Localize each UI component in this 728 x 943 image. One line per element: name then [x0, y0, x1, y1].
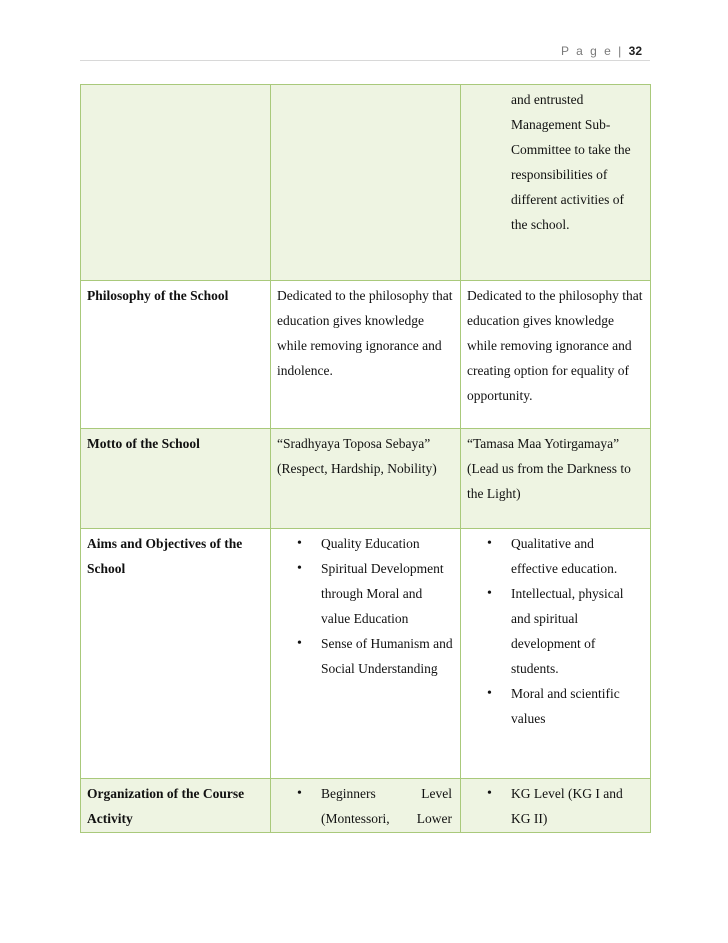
table-cell: “Tamasa Maa Yotirgamaya” (Lead us from the Darkness to the Light): [461, 429, 651, 529]
word: Lower: [416, 811, 452, 826]
text-line: and entrusted: [511, 92, 584, 107]
list-item: • KG Level (KG I and KG II): [511, 781, 644, 831]
header-rule: [80, 60, 650, 61]
word: Level: [421, 786, 452, 801]
bullet-list: [277, 781, 454, 831]
table-cell: [461, 779, 651, 833]
justified-line: [321, 806, 454, 831]
table-row: [81, 529, 651, 779]
word: • Beginners: [321, 786, 376, 801]
list-item: • Moral and scientific values: [511, 681, 644, 731]
table-row: [81, 779, 651, 833]
word: (Montessori,: [321, 811, 390, 826]
school-comparison-table: [80, 84, 651, 833]
text-line: “Sradhyaya Toposa Sebaya”: [277, 436, 431, 451]
bullet-list: [277, 531, 454, 681]
row-label: Aims and Objectives of the School: [81, 529, 271, 779]
text-line: Management Sub-: [511, 117, 611, 132]
table-cell: [271, 85, 461, 281]
list-item: • Qualitative and effective education.: [511, 531, 644, 581]
row-label: Motto of the School: [81, 429, 271, 529]
list-item: [321, 781, 454, 831]
table-cell: [271, 429, 461, 529]
table-cell: [271, 779, 461, 833]
page-separator: |: [618, 44, 624, 58]
table-row: [81, 85, 651, 281]
text-line: responsibilities of: [511, 167, 608, 182]
justified-line: [321, 781, 454, 806]
table-cell: Dedicated to the philosophy that education gives knowledge while removing ignorance and creating option for equality of opportunity.: [461, 281, 651, 429]
bullet-list: [467, 531, 644, 731]
list-item: • Sense of Humanism and Social Understanding: [321, 631, 454, 681]
page-word: P a g e: [561, 44, 613, 58]
text-line: different activities of: [511, 192, 624, 207]
list-item: • Quality Education: [321, 531, 454, 556]
table-cell: [81, 85, 271, 281]
list-item: • Spiritual Development through Moral and value Education: [321, 556, 454, 631]
text-line: Committee to take the: [511, 142, 631, 157]
cell-continued-text: [467, 87, 644, 237]
text-line: the school.: [511, 217, 570, 232]
bullet-list: [467, 781, 644, 831]
table-cell: [461, 529, 651, 779]
list-item: • Intellectual, physical and spiritual development of students.: [511, 581, 644, 681]
page-number: 32: [628, 44, 642, 58]
table-row: [81, 281, 651, 429]
table-cell: [461, 85, 651, 281]
page-header: [561, 44, 642, 58]
row-label: Organization of the Course Activity: [81, 779, 271, 833]
row-label: Philosophy of the School: [81, 281, 271, 429]
text-line: (Respect, Hardship, Nobility): [277, 461, 437, 476]
table-row: [81, 429, 651, 529]
table-cell: [271, 529, 461, 779]
table-cell: Dedicated to the philosophy that education gives knowledge while removing ignorance and indolence.: [271, 281, 461, 429]
